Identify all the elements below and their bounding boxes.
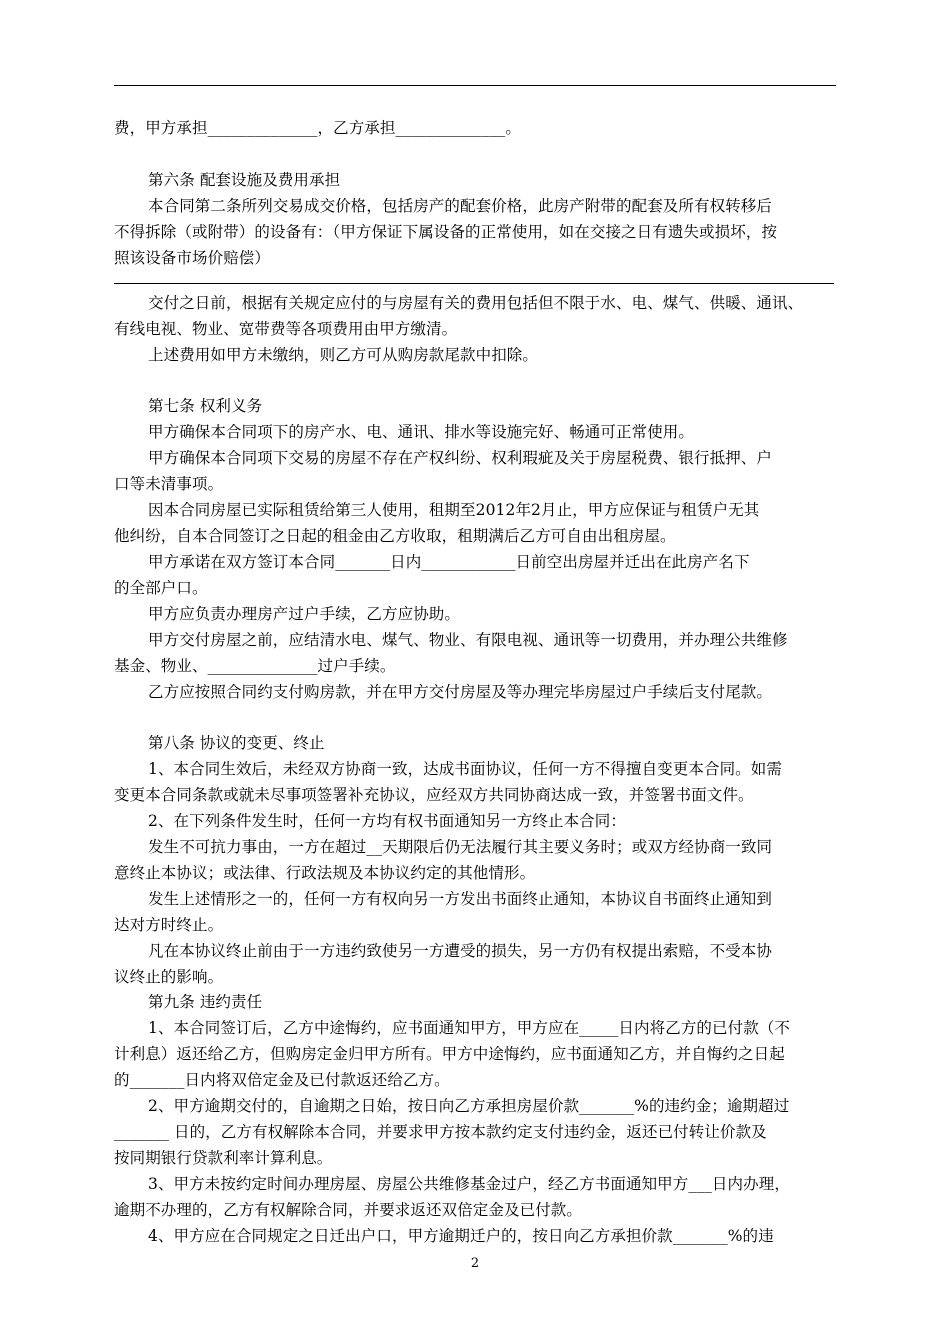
text-line: 费，甲方承担______________，乙方承担______________。 [114, 119, 522, 137]
text-line: 上述费用如甲方未缴纳，则乙方可从购房款尾款中扣除。 [148, 346, 539, 364]
text-line: 不得拆除（或附带）的设备有：（甲方保证下属设备的正常使用，如在交接之日有遗失或损坏，按 [114, 223, 778, 241]
blank-fill-line [114, 283, 834, 284]
text-line: 发生上述情形之一的，任何一方有权向另一方发出书面终止通知，本协议自书面终止通知到 [148, 890, 773, 908]
text-line: 2、甲方逾期交付的，自逾期之日始，按日向乙方承担房屋价款_______%的违约金；逾期超过 [148, 1097, 790, 1115]
page-number: 2 [470, 1256, 480, 1271]
text-line: 计利息）返还给乙方，但购房定金归甲方所有。甲方中途悔约，应书面通知乙方，并自悔约之日起 [114, 1045, 785, 1063]
section-heading-9: 第九条 违约责任 [148, 993, 263, 1011]
header-rule [114, 85, 836, 86]
text-line: 1、本合同生效后，未经双方协商一致，达成书面协议，任何一方不得擅自变更本合同。如需 [148, 760, 782, 778]
text-line: 有线电视、物业、宽带费等各项费用由甲方缴清。 [114, 320, 458, 338]
text-line: 1、本合同签订后，乙方中途悔约，应书面通知甲方，甲方应在_____日内将乙方的已付款（不 [148, 1019, 791, 1037]
section-heading-8: 第八条 协议的变更、终止 [148, 734, 325, 752]
section-heading-6: 第六条 配套设施及费用承担 [148, 171, 341, 189]
text-line: 本合同第二条所列交易成交价格，包括房产的配套价格，此房产附带的配套及所有权转移后 [148, 197, 773, 215]
text-line: 2、在下列条件发生时，任何一方均有权书面通知另一方终止本合同： [148, 812, 626, 830]
text-line: 甲方确保本合同项下交易的房屋不存在产权纠纷、权利瑕疵及关于房屋税费、银行抵押、户 [148, 449, 773, 467]
text-line: 凡在本协议终止前由于一方违约致使另一方遭受的损失，另一方仍有权提出索赔，不受本协 [148, 942, 773, 960]
text-line: 照该设备市场价赔偿） [114, 249, 271, 267]
text-line: 口等未清事项。 [114, 475, 224, 493]
text-line: 逾期不办理的，乙方有权解除合同，并要求返还双倍定金及已付款。 [114, 1201, 583, 1219]
text-line: 的_______日内将双倍定金及已付款返还给乙方。 [114, 1071, 450, 1089]
text-line: 达对方时终止。 [114, 916, 224, 934]
text-line: 的全部户口。 [114, 579, 208, 597]
text-line: _______ 日的，乙方有权解除本合同，并要求甲方按本款约定支付违约金，返还已付转让价款及 [114, 1123, 767, 1141]
text-line: 甲方承诺在双方签订本合同_______日内____________日前空出房屋并迁出在此房产名下 [148, 553, 750, 571]
text-line: 甲方交付房屋之前，应结清水电、煤气、物业、有限电视、通讯等一切费用，并办理公共维修 [148, 631, 788, 649]
text-line: 甲方应负责办理房产过户手续，乙方应协助。 [148, 605, 461, 623]
text-line: 4、甲方应在合同规定之日迁出户口，甲方逾期迁户的，按日向乙方承担价款_______%的违 [148, 1227, 774, 1245]
text-line: 因本合同房屋已实际租赁给第三人使用，租期至2012年2月止，甲方应保证与租赁户无其 [148, 501, 760, 519]
text-line: 基金、物业、______________过户手续。 [114, 657, 396, 675]
text-line: 发生不可抗力事由，一方在超过__天期限后仍无法履行其主要义务时；或双方经协商一致同 [148, 838, 773, 856]
text-line: 他纠纷，自本合同签订之日起的租金由乙方收取，租期满后乙方可自由出租房屋。 [114, 527, 676, 545]
text-line: 议终止的影响。 [114, 968, 224, 986]
text-line: 变更本合同条款或就未尽事项签署补充协议，应经双方共同协商达成一致，并签署书面文件。 [114, 786, 754, 804]
section-heading-7: 第七条 权利义务 [148, 397, 263, 415]
text-line: 甲方确保本合同项下的房产水、电、通讯、排水等设施完好、畅通可正常使用。 [148, 423, 695, 441]
text-line: 乙方应按照合同约支付购房款，并在甲方交付房屋及等办理完毕房屋过户手续后支付尾款。 [148, 683, 773, 701]
text-line: 3、甲方未按约定时间办理房屋、房屋公共维修基金过户，经乙方书面通知甲方___日内办理， [148, 1175, 790, 1193]
text-line: 交付之日前，根据有关规定应付的与房屋有关的费用包括但不限于水、电、煤气、供暖、通讯、 [148, 294, 804, 312]
text-line: 按同期银行贷款利率计算利息。 [114, 1149, 333, 1167]
text-line: 意终止本协议；或法律、行政法规及本协议约定的其他情形。 [114, 864, 536, 882]
